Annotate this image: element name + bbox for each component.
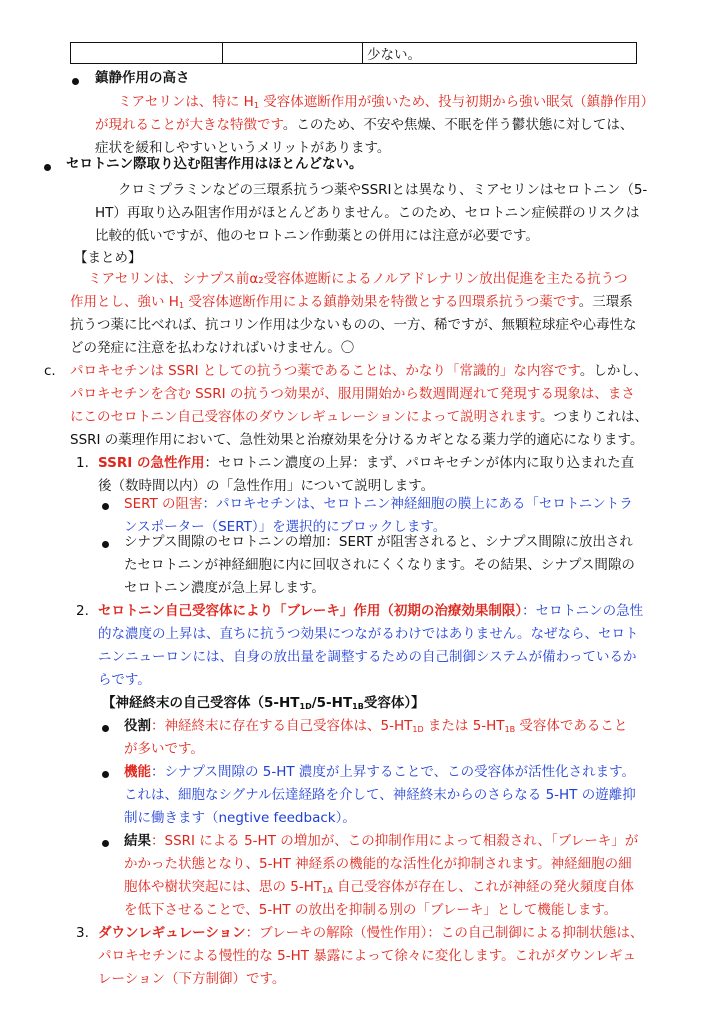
item-1-bullet-1-line-2: ンスポーター（SERT）」を選択的にブロックします。 — [124, 519, 447, 535]
table-cell — [71, 43, 223, 64]
item-3-line-2: パロキセチンによる慢性的な 5-HT 暴露によって徐々に変化します。これがダウンレギュ — [98, 948, 636, 964]
table-cell — [223, 43, 363, 64]
bullet-icon — [102, 503, 109, 510]
reuptake-heading: セロトニン際取り込む阻害作用はほとんどない。 — [66, 156, 363, 172]
item-3-line-1: ダウンレギュレーション：ブレーキの解除（慢性作用）：この自己制御による抑制状態は、 — [98, 925, 644, 941]
item-2-function-line-3: 制に働きます（negtive feedback）。 — [124, 810, 356, 826]
item-2-line-2: 的な濃度の上昇は、直ちに抗うつ効果につながるわけではありません。なぜなら、セロト — [98, 626, 639, 642]
item-2-result-line-1: 結果：SSRI による 5-HT の増加が、この抑制作用によって相殺され、「ブレーキ」が — [124, 833, 639, 849]
item-3-line-3: レーション（下方制御）です。 — [98, 971, 286, 987]
item-2-line-1: セロトニン自己受容体により「ブレーキ」作用（初期の治療効果制限）：セロトニンの急性 — [98, 603, 644, 619]
item-1-line-2: 後（数時間以内）の「急性作用」について説明します。 — [98, 478, 435, 494]
summary-line-4: どの発症に注意を払わなければいけません。〇 — [70, 340, 355, 356]
section-c-line-4: SSRI の薬理作用において、急性効果と治療効果を分けるカギとなる薬力学的適応になります。 — [70, 432, 644, 448]
item-1-bullet-2-line-3: セロトニン濃度が急上昇します。 — [124, 580, 325, 596]
summary-line-3: 抗うつ薬に比べれば、抗コリン作用は少ないものの、一方、稀ですが、無顆粒球症や心毒性な — [70, 317, 637, 333]
item-2-function-line-2: これは、細胞なシグナル伝達経路を介して、神経終末からのさらなる 5-HT の遊離抑 — [124, 787, 636, 803]
item-1-number: 1. — [76, 455, 89, 471]
autoreceptor-subheading: 【神経終末の自己受容体（$5-HT_{1D}/5-HT_{1B}$受容体）】 — [102, 695, 425, 711]
item-2-line-4: らです。 — [98, 672, 151, 688]
item-2-role-line-1: 役割：神経終末に存在する自己受容体は、$5-HT_{1D}$ または $5-HT_{1B}$ 受容体であること — [124, 718, 628, 734]
sedation-line-2: が現れることが大きな特徴です。このため、不安や焦燥、不眠を伴う鬱状態に対しては、 — [95, 117, 634, 133]
bullet-icon — [102, 725, 109, 732]
bullet-icon — [102, 541, 109, 548]
section-c-marker: c. — [44, 363, 56, 379]
sedation-heading: 鎮静作用の高さ — [95, 70, 190, 86]
item-2-result-line-2: かかった状態となり、5-HT 神経系の機能的な活性化が抑制されます。神経細胞の細 — [124, 856, 632, 872]
item-2-result-line-4: を低下させることで、5-HT の放出を抑制る別の「ブレーキ」として機能します。 — [124, 902, 618, 918]
summary-line-2: 作用とし、強い $H_1$ 受容体遮断作用による鎮静効果を特徴とする四環系抗うつ薬です。三環系 — [70, 294, 633, 310]
item-1-bullet-1-line-1: SERT の阻害：パロキセチンは、セロトニン神経細胞の膜上にある「セロトニントラ — [124, 496, 633, 512]
bullet-icon — [102, 771, 109, 778]
sedation-line-1: ミアセリンは、特に $H_1$ 受容体遮断作用が強いため、投与初期から強い眠気（鎮静作用） — [118, 94, 655, 110]
table-row — [71, 43, 637, 64]
section-c-line-1: パロキセチンは SSRI としての抗うつ薬であることは、かなり「常識的」な内容です。しかし、 — [70, 363, 648, 379]
item-2-function-line-1: 機能：シナプス間隙の 5-HT 濃度が上昇することで、この受容体が活性化されます。 — [124, 764, 636, 780]
reuptake-line-1: クロミプラミンなどの三環系抗うつ薬やSSRIとは異なり、ミアセリンはセロトニン（5- — [118, 182, 648, 198]
top-table — [70, 42, 637, 64]
item-1-bullet-2-line-1: シナプス間隙のセロトニンの増加：SERT が阻害されると、シナプス間隙に放出され — [124, 534, 633, 550]
bullet-icon — [102, 840, 109, 847]
reuptake-line-3: 比較的低いですが、他のセロトニン作動薬との併用には注意が必要です。 — [95, 228, 539, 244]
item-1-line-1: SSRI の急性作用：セロトニン濃度の上昇：まず、パロキセチンが体内に取り込まれた直 — [98, 455, 635, 471]
item-2-number: 2. — [76, 603, 89, 619]
section-c-line-3: にこのセロトニン自己受容体のダウンレギュレーションによって説明されます。つまりこれは、 — [70, 409, 649, 425]
item-3-number: 3. — [76, 925, 89, 941]
item-1-bullet-2-line-2: たセロトニンが神経細胞に内に回収されにくくなります。その結果、シナプス間隙の — [124, 557, 635, 573]
summary-line-1: ミアセリンは、シナプス前α₂受容体遮断によるノルアドレナリン放出促進を主たる抗うつ — [88, 271, 628, 287]
summary-heading: 【まとめ】 — [74, 250, 142, 266]
table-cell: 少ない。 — [363, 43, 637, 64]
bullet-icon — [72, 78, 79, 85]
item-2-line-3: ニンニューロンには、自身の放出量を調整するための自己制御システムが備わっているか — [98, 649, 637, 665]
item-2-role-line-2: が多いです。 — [124, 741, 204, 757]
reuptake-line-2: HT）再取り込み阻害作用がほとんどありません。このため、セロトニン症候群のリスクは — [95, 205, 640, 221]
item-2-result-line-3: 胞体や樹状突起には、思の $5-HT_{1A}$ 自己受容体が存在し、これが神経の発火頻度自体 — [124, 879, 635, 895]
section-c-line-2: パロキセチンを含む SSRI の抗うつ効果が、服用開始から数週間遅れて発現する現象は、まさ — [70, 386, 635, 402]
bullet-icon — [44, 164, 51, 171]
sedation-line-3: 症状を緩和しやすいというメリットがあります。 — [95, 140, 391, 156]
